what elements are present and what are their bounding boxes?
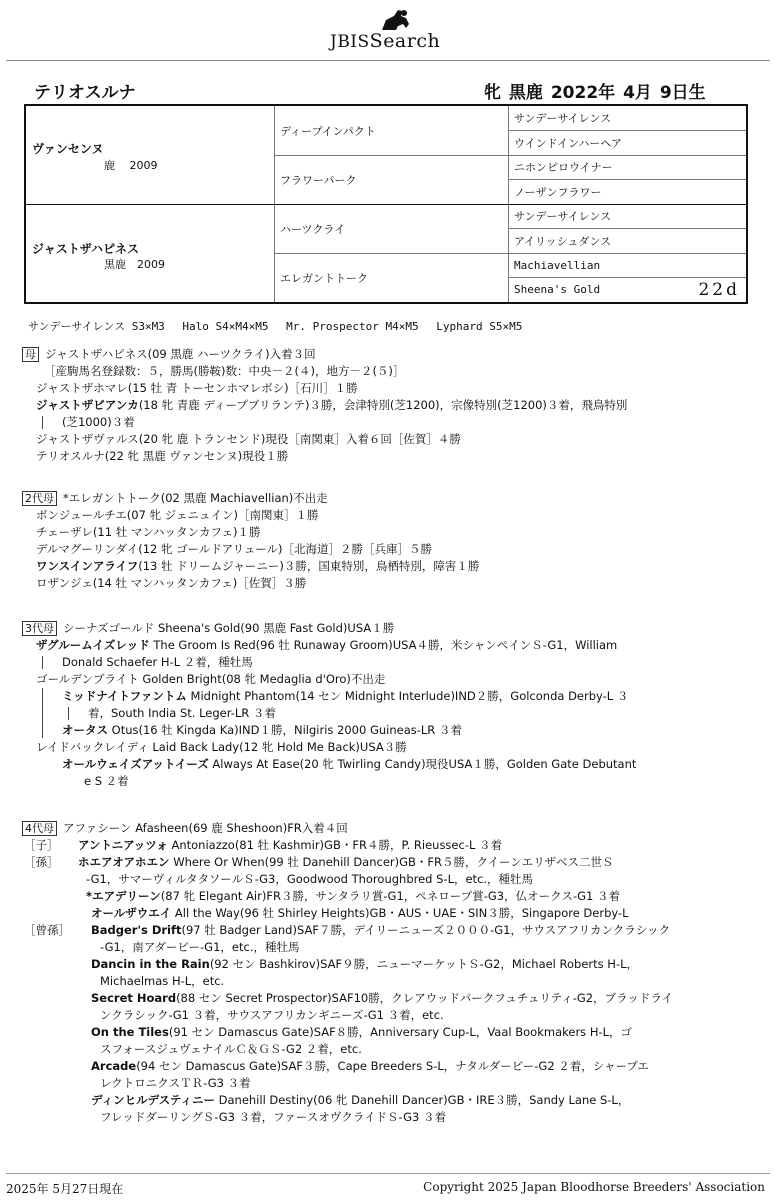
dam-section [22, 346, 762, 465]
pedigree-g3-cell[interactable] [508, 277, 746, 302]
descendant-name: Arcade [91, 1059, 137, 1073]
descendant-record: (87 牝 Elegant Air)FR３勝，サンタラリ賞-G1，ペネロープ賞-G3，仏オークス-G1 ３着 [160, 889, 621, 903]
logo-text-search: Search [369, 30, 441, 52]
sire-name[interactable]: ヴァンセンヌ [32, 142, 104, 156]
third-dam-progeny-name: ザグルームイズレッド [36, 638, 150, 652]
pedigree-g3-cell[interactable]: Machiavellian [514, 258, 601, 272]
descendant-name: Secret Hoard [91, 991, 177, 1005]
dam-progeny: テリオスルナ(22 牝 黒鹿 ヴァンセンヌ)現役１勝 [36, 449, 289, 463]
fourth-dam-line: アファシーン Afasheen(69 鹿 Sheshoon)FR入着４回 [63, 821, 348, 835]
pedigree-g3-cell[interactable]: サンデーサイレンス [514, 210, 612, 223]
dam-progeny-record: (18 牝 青鹿 ディープブリランテ)３勝，会津特別(芝1200)，宗像特別(芝1200)３着，飛鳥特別 [138, 398, 628, 412]
descendant-name: ディンヒルデスティニー [91, 1093, 215, 1107]
fourth-dam-section [22, 820, 762, 1126]
pedigree-g3-cell[interactable]: ニホンピロウイナー [514, 161, 613, 174]
descendant-name: オールザウエイ [91, 906, 172, 920]
descendant-record-cont: レクトロニクスＴＲ-G3 ３着 [100, 1076, 251, 1090]
descendant-name: ホエアオアホエン [78, 855, 170, 869]
logo-text-jbis: JBIS [330, 32, 370, 52]
descendant-record-cont: -G1，サマーヴィルタタソールＳ-G3，Goodwood Thoroughbred S-L，etc.，種牡馬 [86, 872, 534, 886]
second-dam-progeny: ボンジュールチエ(07 牝 ジェニュイン)［南関東］１勝 [36, 508, 319, 522]
section-tag: 3代母 [22, 621, 57, 636]
descendant-record: (97 牡 Badger Land)SAF７勝，デイリーニューズ２０００-G1，サウスアフリカンクラシック [181, 923, 671, 937]
descendant-name: アントニアッツォ [78, 838, 168, 852]
indent-bar [42, 416, 43, 429]
second-dam-progeny-name: ワンスインアライフ [36, 559, 139, 573]
descendant-record: All the Way(96 牡 Shirley Heights)GB・AUS・UAE・SIN３勝，Singapore Derby-L [171, 906, 629, 920]
third-dam-line: シーナズゴールド Sheena's Gold(90 黒鹿 Fast Gold)USA１勝 [63, 621, 395, 635]
horse-info: 牝 黒鹿 2022年 4月 9日生 [484, 83, 706, 103]
second-dam-progeny-record: (13 牡 ドリームジャーニー)３勝，国東特別，鳥栖特別，障害１勝 [138, 559, 480, 573]
descendant-record-cont: Michaelmas H-L，etc. [100, 974, 225, 988]
descendant-name: *エアデリーン [86, 889, 161, 903]
third-dam-grandchild-name: ミッドナイトファントム [62, 689, 187, 703]
descendant-record-cont: -G1，南アダービー-G1，etc.，種牡馬 [100, 940, 300, 954]
section-tag: 母 [22, 347, 39, 362]
section-tag: 2代母 [22, 491, 57, 506]
pedigree-g3-cell[interactable]: ウインドインハーヘア [514, 136, 623, 150]
generation-label: ［曾孫］ [24, 923, 70, 937]
pedigree-g2-cell[interactable]: エレガントトーク [280, 271, 368, 285]
descendant-record: (92 セン Bashkirov)SAF９勝，ニューマーケットＳ-G2，Michael Roberts H-L， [209, 957, 639, 971]
third-dam-grandchild-record: Always At Ease(20 牝 Twirling Candy)現役USA１勝，Golden Gate Debutant [208, 757, 637, 771]
descendant-record: (88 セン Secret Prospector)SAF10勝，クレアウッドパークフュチュリティ-G2，ブラッドライ [176, 991, 673, 1005]
jbis-search-logo[interactable] [330, 8, 460, 54]
dam-color-year: 黒鹿 2009 [104, 258, 165, 271]
pedigree-g3-cell[interactable]: ノーザンフラワー [514, 185, 602, 199]
second-dam-progeny: チェーザレ(11 牡 マンハッタンカフェ)１勝 [36, 525, 261, 539]
second-dam-progeny: ロザンジェ(14 牡 マンハッタンカフェ)［佐賀］３勝 [36, 576, 307, 590]
descendant-name: Dancin in the Rain [91, 957, 210, 971]
descendant-record: (94 セン Damascus Gate)SAF３勝，Cape Breeders S-L，ナタルダービー-G2 ２着，シャープエ [136, 1059, 649, 1073]
dam-progeny-record-cont: (芝1000)３着 [62, 415, 135, 429]
generation-label: ［子］ [24, 838, 59, 852]
third-dam-grandchild-name: オータス [62, 723, 108, 737]
dam-progeny-name: ジャストザビアンカ [36, 398, 139, 412]
third-dam-progeny: ゴールデンブライト Golden Bright(08 牝 Medaglia d'Oro)不出走 [36, 672, 386, 686]
pedigree-g2-cell[interactable]: ディープインパクト [280, 124, 376, 138]
pedigree-g3-name: Sheena's Gold [514, 283, 601, 296]
pedigree-g3-cell[interactable]: アイリッシュダンス [514, 234, 612, 248]
pedigree-g2-cell[interactable]: フラワーパーク [280, 173, 357, 187]
indent-bar [42, 656, 43, 669]
pedigree-table [24, 104, 748, 304]
third-dam-grandchild-record-cont: 着，South India St. Leger-LR ３着 [88, 706, 276, 720]
descendant-record: Danehill Destiny(06 牝 Danehill Dancer)GB・IRE３勝，Sandy Lane S-L， [214, 1093, 630, 1107]
second-dam-section [22, 490, 762, 592]
sire-color-year: 鹿 2009 [104, 159, 158, 172]
descendant-name: On the Tiles [91, 1025, 169, 1039]
descendant-record: Antoniazzo(81 牡 Kashmir)GB・FR４勝，P. Rieussec-L ３着 [167, 838, 503, 852]
pedigree-g2-cell[interactable]: ハーツクライ [280, 222, 346, 236]
second-dam-progeny: デルマグーリンダイ(12 牝 ゴールドアリュール)［北海道］２勝［兵庫］５勝 [36, 542, 433, 556]
pedigree-g3-cell[interactable]: サンデーサイレンス [514, 112, 612, 125]
third-dam-grandchild-record: Midnight Phantom(14 セン Midnight Interlude)IND２勝，Golconda Derby-L ３ [186, 689, 629, 703]
horse-name: テリオスルナ [34, 83, 136, 103]
third-dam-section [22, 620, 762, 790]
descendant-name: Badger's Drift [91, 923, 182, 937]
third-dam-progeny: レイドバックレイディ Laid Back Lady(12 牝 Hold Me Back)USA３勝 [36, 740, 407, 754]
family-number: 22d [698, 279, 740, 300]
second-dam-line: *エレガントトーク(02 黒鹿 Machiavellian)不出走 [63, 491, 328, 505]
descendant-record-cont: スフォースジュヴェナイルＣ＆ＧＳ-G2 ２着，etc. [100, 1042, 362, 1056]
descendant-record: Where Or When(99 牡 Danehill Dancer)GB・FR５勝，クイーンエリザベス二世Ｓ [169, 855, 614, 869]
dam-name[interactable]: ジャストザハピネス [32, 242, 140, 256]
inbreeding-summary: サンデーサイレンス S3×M3 Halo S4×M4×M5 Mr. Prospector M4×M5 Lyphard S5×M5 [28, 320, 523, 333]
dam-line: ジャストザハピネス(09 黒鹿 ハーツクライ)入着３回 [45, 347, 316, 361]
descendant-record-cont: ンクラシック-G1 ３着，サウスアフリカンギニーズ-G1 ３着，etc. [100, 1008, 444, 1022]
dam-progeny: ジャストザヴァルス(20 牝 鹿 トランセンド)現役［南関東］入着６回［佐賀］４勝 [36, 432, 461, 446]
third-dam-grandchild-record: Otus(16 牡 Kingda Ka)IND１勝，Nilgiris 2000 Guineas-LR ３着 [108, 723, 462, 737]
third-dam-progeny-record-cont: Donald Schaefer H-L ２着，種牡馬 [62, 655, 253, 669]
section-tag: 4代母 [22, 821, 57, 836]
copyright: Copyright 2025 Japan Bloodhorse Breeders' Association [423, 1180, 765, 1194]
dam-progeny-summary: ［産駒馬名登録数：５，勝馬(勝鞍)数：中央－２(４)，地方－２(５)］ [44, 364, 405, 378]
third-dam-progeny-record: The Groom Is Red(96 牡 Runaway Groom)USA４勝，米シャンペインＳ-G1，William [149, 638, 618, 652]
third-dam-grandchild-name: オールウェイズアットイーズ [62, 757, 209, 771]
indent-bar [68, 707, 69, 720]
generation-label: ［孫］ [24, 855, 59, 869]
descendant-record: (91 セン Damascus Gate)SAF８勝，Anniversary Cup-L，Vaal Bookmakers H-L，ゴ [168, 1025, 633, 1039]
dam-progeny: ジャストザホマレ(15 牡 青 トーセンホマレボシ)［石川］１勝 [36, 381, 358, 395]
third-dam-grandchild-record-cont: e S ２着 [84, 774, 129, 788]
as-of-date: 2025年 5月27日現在 [6, 1182, 124, 1196]
descendant-record-cont: フレッドダーリングＳ-G3 ３着，ファースオヴクライドＳ-G3 ３着 [100, 1110, 446, 1124]
footer-divider [6, 1173, 770, 1174]
header-divider [6, 60, 770, 61]
